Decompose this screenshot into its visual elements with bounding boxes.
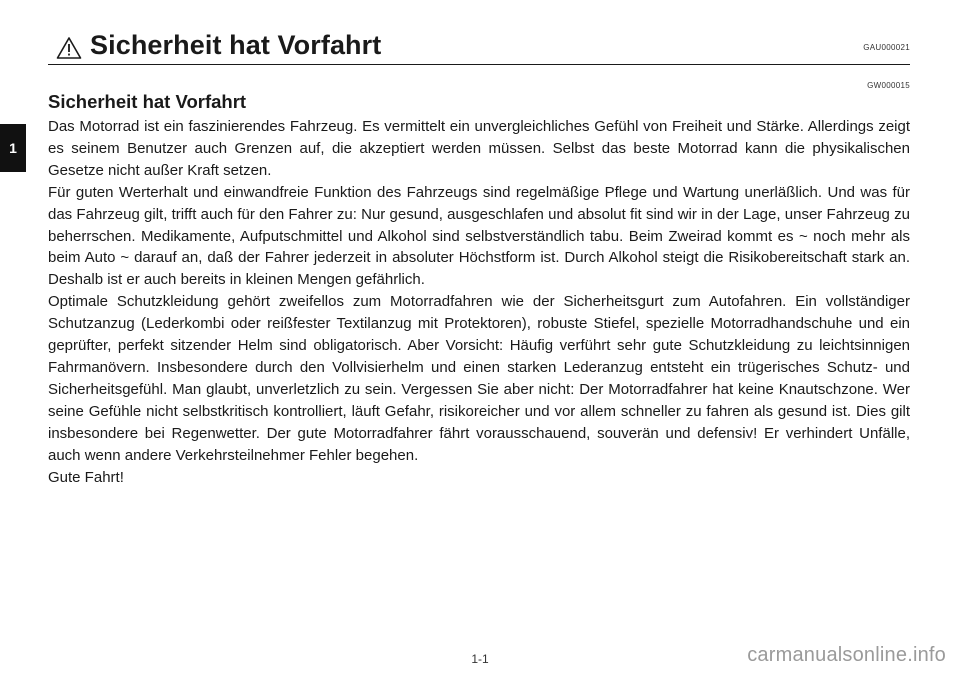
watermark: carmanualsonline.info — [747, 644, 946, 666]
section-reference-code: GW000015 — [867, 81, 910, 90]
header-rule — [48, 64, 910, 65]
section-heading: Sicherheit hat Vorfahrt — [48, 91, 247, 112]
page-number: 1-1 — [471, 652, 489, 666]
chapter-tab: 1 — [0, 124, 26, 172]
body-text — [48, 116, 910, 488]
header-reference-code: GAU000021 — [863, 43, 910, 52]
warning-triangle-icon — [56, 36, 82, 60]
page-header — [48, 30, 910, 64]
paragraph-protective-gear: Optimale Schutzkleidung gehört zweifellos zum Motorradfahren wie der Sicherheitsgurt zum Autofahren. Ein vollständiger Schutzanzug (Lederkombi oder reißfester Textilanzug mit Protektoren), robuste Stiefel, spezielle Motorradhandschuhe und ein geprüfter, perfekt sitzender Helm sind obligatorisch. Aber Vorsicht: Häufig verführt sehr gute Schutzkleidung zu leichtsinnigen Fahrmanövern. Insbesondere durch den Vollvisierhelm und einen starken Lederanzug entsteht ein trügerisches Schutz- und Sicherheitsgefühl. Man glaubt, unverletzlich zu sein. Vergessen Sie aber nicht: Der Motorradfahrer hat keine Knautschzone. Wer seine Gefühle nicht selbstkritisch kontrolliert, läuft Gefahr, risikoreicher und vor allem schneller zu fahren als gesund ist. Dies gilt insbesondere bei Regenwetter. Der gute Motorradfahrer fährt vorausschauend, souverän und defensiv! Er verhindert Unfälle, auch wenn andere Verkehrsteilnehmer Fehler begehen. — [48, 293, 910, 464]
paragraph-maintenance: Für guten Werterhalt und einwandfreie Funktion des Fahrzeugs sind regelmäßige Pflege und Wartung unerläßlich. Und was für das Fahrzeug gilt, trifft auch für den Fahrer zu: Nur gesund, ausgeschlafen und absolut fit sind wir in der Lage, unser Fahrzeug zu beherrschen. Medikamente, Aufputschmittel und Alkohol sind selbstverständlich tabu. Beim Zweirad kommt es ~ noch mehr als beim Auto ~ darauf an, daß der Fahrer jederzeit in absoluter Höchstform ist. Durch Alkohol steigt die Risikobereitschaft stark an. Deshalb ist er auch bereits in kleinen Mengen gefährlich. — [48, 183, 910, 289]
paragraph-intro: Das Motorrad ist ein faszinierendes Fahrzeug. Es vermittelt ein unvergleichliches Gefühl von Freiheit und Stärke. Allerdings zeigt es seinem Benutzer auch Grenzen auf, die akzeptiert werden müssen. Selbst das beste Motorrad kann die physikalischen Gesetze nicht außer Kraft setzen. — [48, 118, 910, 179]
page-title: Sicherheit hat Vorfahrt — [90, 30, 382, 60]
paragraph-closing: Gute Fahrt! — [48, 468, 124, 486]
